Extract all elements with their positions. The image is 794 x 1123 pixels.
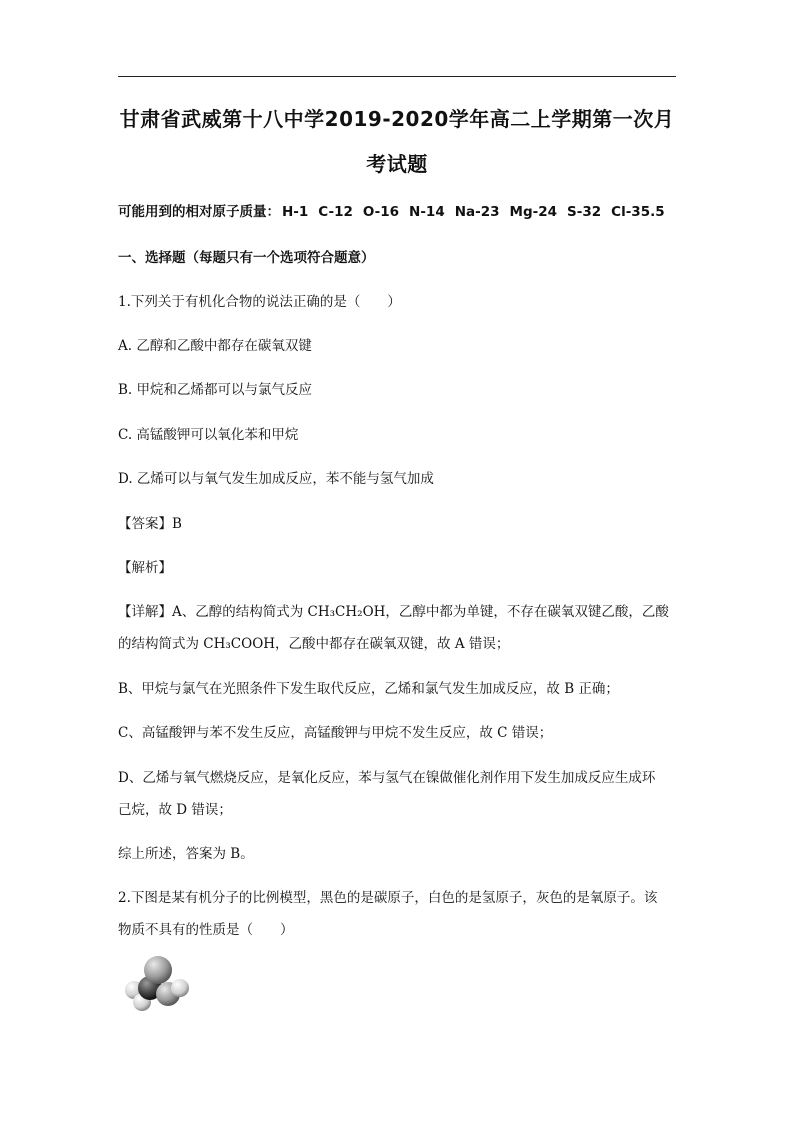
question-1-option-c: C. 高锰酸钾可以氧化苯和甲烷 bbox=[118, 427, 299, 443]
mass-c: C-12 bbox=[318, 204, 353, 220]
question-1-analysis-heading: 【解析】 bbox=[118, 560, 172, 576]
mass-mg: Mg-24 bbox=[509, 204, 558, 220]
question-2-stem-line2: 物质不具有的性质是（ ） bbox=[118, 922, 294, 938]
mass-h: H-1 bbox=[282, 204, 309, 220]
atomic-masses-label: 可能用到的相对原子质量： bbox=[118, 204, 280, 220]
mass-cl: Cl-35.5 bbox=[611, 204, 665, 220]
question-1-detail-a-line1: 【详解】A、乙醇的结构简式为 CH₃CH₂OH，乙醇中都为单键，不存在碳氧双键乙酸，乙酸 bbox=[118, 604, 669, 620]
question-2-stem-line1: 2.下图是某有机分子的比例模型，黑色的是碳原子，白色的是氢原子，灰色的是氧原子。该 bbox=[118, 890, 658, 906]
question-1-stem: 1.下列关于有机化合物的说法正确的是（ ） bbox=[118, 294, 401, 310]
mass-o: O-16 bbox=[362, 204, 400, 220]
question-1-detail-d-line2: 己烷，故 D 错误； bbox=[118, 802, 232, 818]
molecule-space-filling-model-image bbox=[120, 952, 192, 1014]
question-1-detail-c: C、高锰酸钾与苯不发生反应，高锰酸钾与甲烷不发生反应，故 C 错误； bbox=[118, 725, 553, 741]
mass-n: N-14 bbox=[409, 204, 445, 220]
document-title-continued: 考试题 bbox=[366, 152, 428, 176]
question-1-detail-a-line2: 的结构简式为 CH₃COOH，乙酸中都存在碳氧双键，故 A 错误； bbox=[118, 636, 510, 652]
question-1-option-a: A. 乙醇和乙酸中都存在碳氧双键 bbox=[118, 338, 312, 354]
mass-na: Na-23 bbox=[454, 204, 500, 220]
question-1-option-d: D. 乙烯可以与氧气发生加成反应，苯不能与氢气加成 bbox=[118, 471, 434, 487]
mass-s: S-32 bbox=[567, 204, 602, 220]
header-rule bbox=[118, 76, 676, 77]
hydrogen-atom-right bbox=[171, 979, 189, 997]
atomic-masses-line bbox=[118, 200, 676, 220]
section-heading: 一、选择题（每题只有一个选项符合题意） bbox=[118, 250, 375, 266]
question-1-detail-d-line1: D、乙烯与氧气燃烧反应，是氧化反应，苯与氢气在镍做催化剂作用下发生加成反应生成环 bbox=[118, 770, 656, 786]
question-1-summary: 综上所述，答案为 B。 bbox=[118, 846, 254, 862]
oxygen-atom-top bbox=[144, 956, 172, 984]
question-1-option-b: B. 甲烷和乙烯都可以与氯气反应 bbox=[118, 382, 313, 398]
question-1-answer: 【答案】B bbox=[118, 516, 182, 532]
document-title: 甘肃省武威第十八中学2019-2020学年高二上学期第一次月 bbox=[119, 107, 675, 131]
question-1-detail-b: B、甲烷与氯气在光照条件下发生取代反应，乙烯和氯气发生加成反应，故 B 正确； bbox=[118, 681, 619, 697]
